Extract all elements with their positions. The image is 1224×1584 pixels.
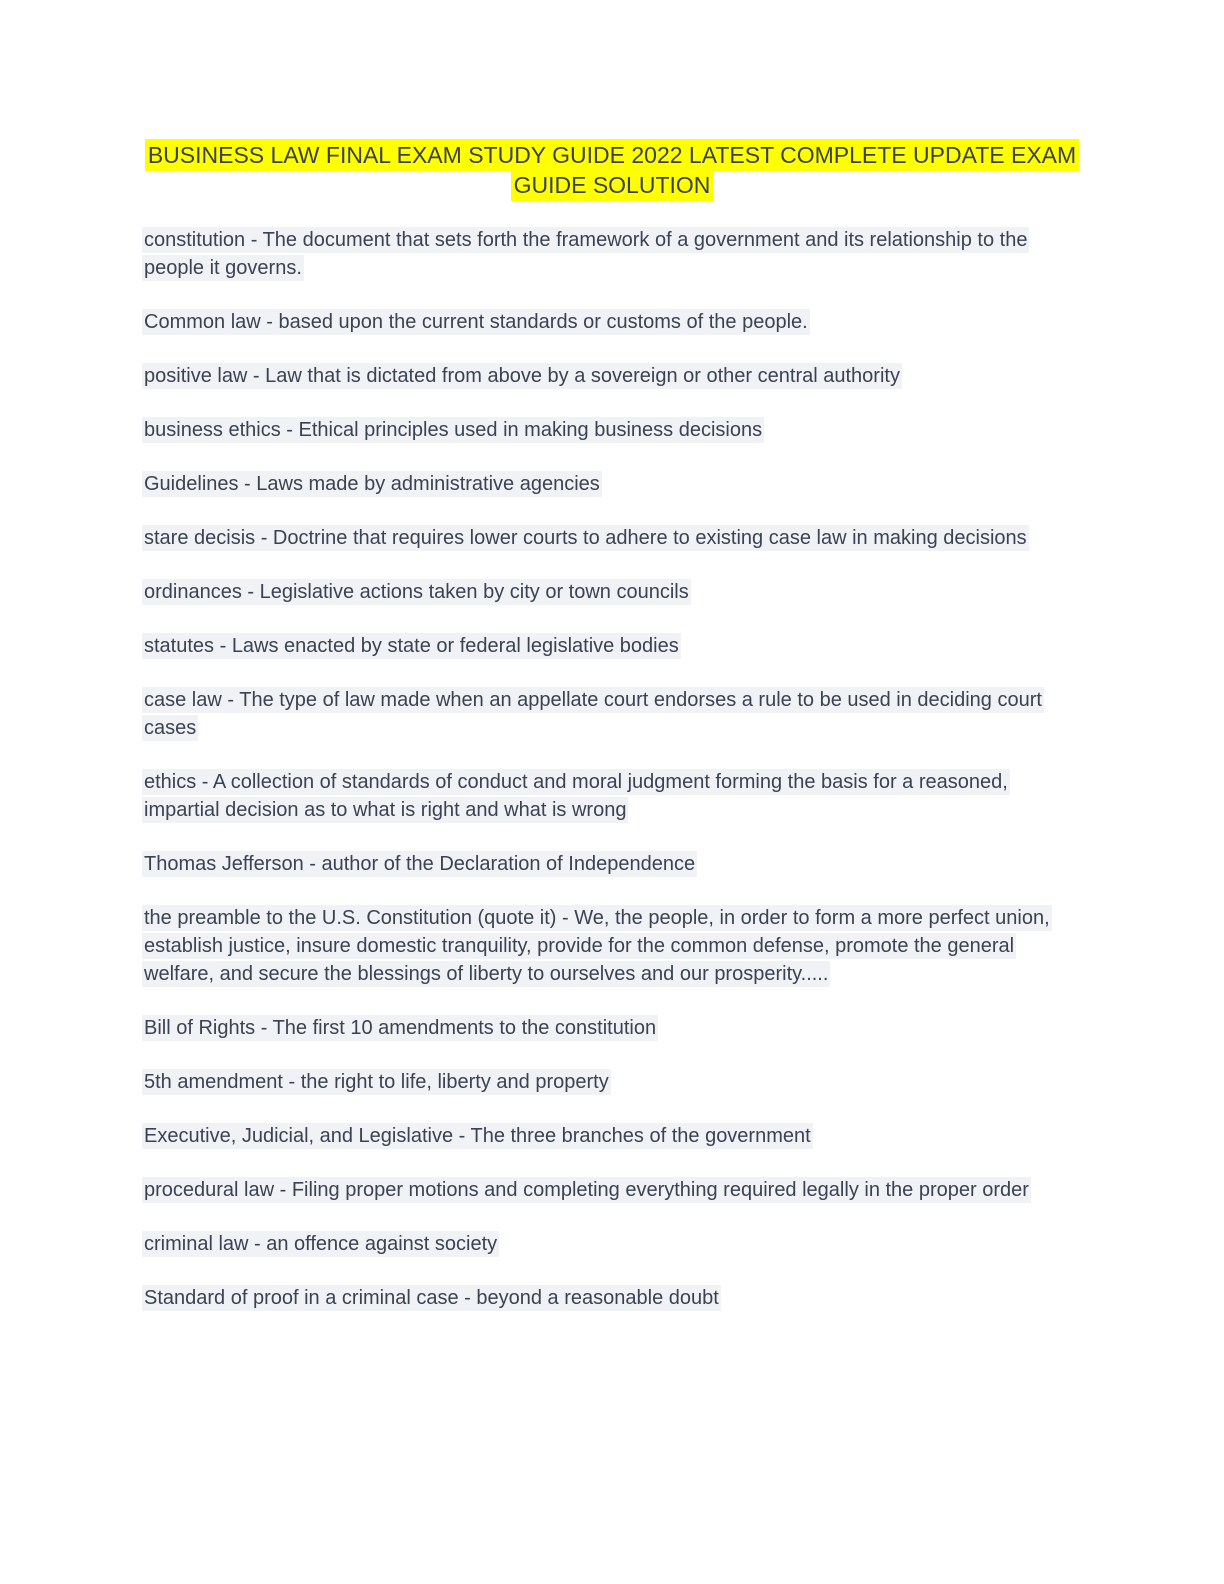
study-item-text: ethics - A collection of standards of conduct and moral judgment forming the basis for a reasoned, impartial decision as to what is right and what is wrong: [144, 771, 1008, 821]
page-title: [142, 140, 1082, 200]
study-item-text: constitution - The document that sets forth the framework of a government and its relationship to the people it governs.: [144, 229, 1028, 279]
study-item: [142, 904, 1082, 988]
study-item-text: stare decisis - Doctrine that requires lower courts to adhere to existing case law in making decisions: [144, 527, 1027, 549]
study-item: [142, 362, 1082, 390]
study-item-text: Common law - based upon the current standards or customs of the people.: [144, 311, 808, 333]
study-item: [142, 1230, 1082, 1258]
study-item: [142, 1176, 1082, 1204]
study-item-text: the preamble to the U.S. Constitution (quote it) - We, the people, in order to form a more perfect union, establish justice, insure domestic tranquility, provide for the common defense, promote the general welfare, and secure the blessings of liberty to ourselves and our prosperity.....: [144, 907, 1050, 985]
study-item-text: case law - The type of law made when an appellate court endorses a rule to be used in deciding court cases: [144, 689, 1042, 739]
study-item: [142, 768, 1082, 824]
study-item-text: Bill of Rights - The first 10 amendments to the constitution: [144, 1017, 657, 1039]
study-item-text: Executive, Judicial, and Legislative - The three branches of the government: [144, 1125, 811, 1147]
study-item: [142, 226, 1082, 282]
study-item: [142, 1068, 1082, 1096]
study-item: [142, 1122, 1082, 1150]
study-item-text: criminal law - an offence against society: [144, 1233, 498, 1255]
study-item: [142, 1014, 1082, 1042]
study-item: [142, 686, 1082, 742]
study-item-text: 5th amendment - the right to life, liberty and property: [144, 1071, 609, 1093]
study-item: [142, 578, 1082, 606]
study-item: [142, 632, 1082, 660]
study-item-text: Thomas Jefferson - author of the Declaration of Independence: [144, 853, 696, 875]
study-item-text: Standard of proof in a criminal case - beyond a reasonable doubt: [144, 1287, 719, 1309]
study-item: [142, 850, 1082, 878]
study-item: [142, 308, 1082, 336]
study-item-text: statutes - Laws enacted by state or federal legislative bodies: [144, 635, 679, 657]
study-item: [142, 416, 1082, 444]
title-highlight: BUSINESS LAW FINAL EXAM STUDY GUIDE 2022 LATEST COMPLETE UPDATE EXAM GUIDE SOLUTION: [145, 139, 1079, 201]
study-item-text: business ethics - Ethical principles used in making business decisions: [144, 419, 763, 441]
study-item-text: Guidelines - Laws made by administrative agencies: [144, 473, 600, 495]
study-item-text: procedural law - Filing proper motions and completing everything required legally in the proper order: [144, 1179, 1029, 1201]
study-item: [142, 1284, 1082, 1312]
study-item: [142, 524, 1082, 552]
study-item: [142, 470, 1082, 498]
study-item-text: ordinances - Legislative actions taken by city or town councils: [144, 581, 689, 603]
study-item-text: positive law - Law that is dictated from above by a sovereign or other central authority: [144, 365, 900, 387]
document-content: [142, 140, 1082, 1312]
